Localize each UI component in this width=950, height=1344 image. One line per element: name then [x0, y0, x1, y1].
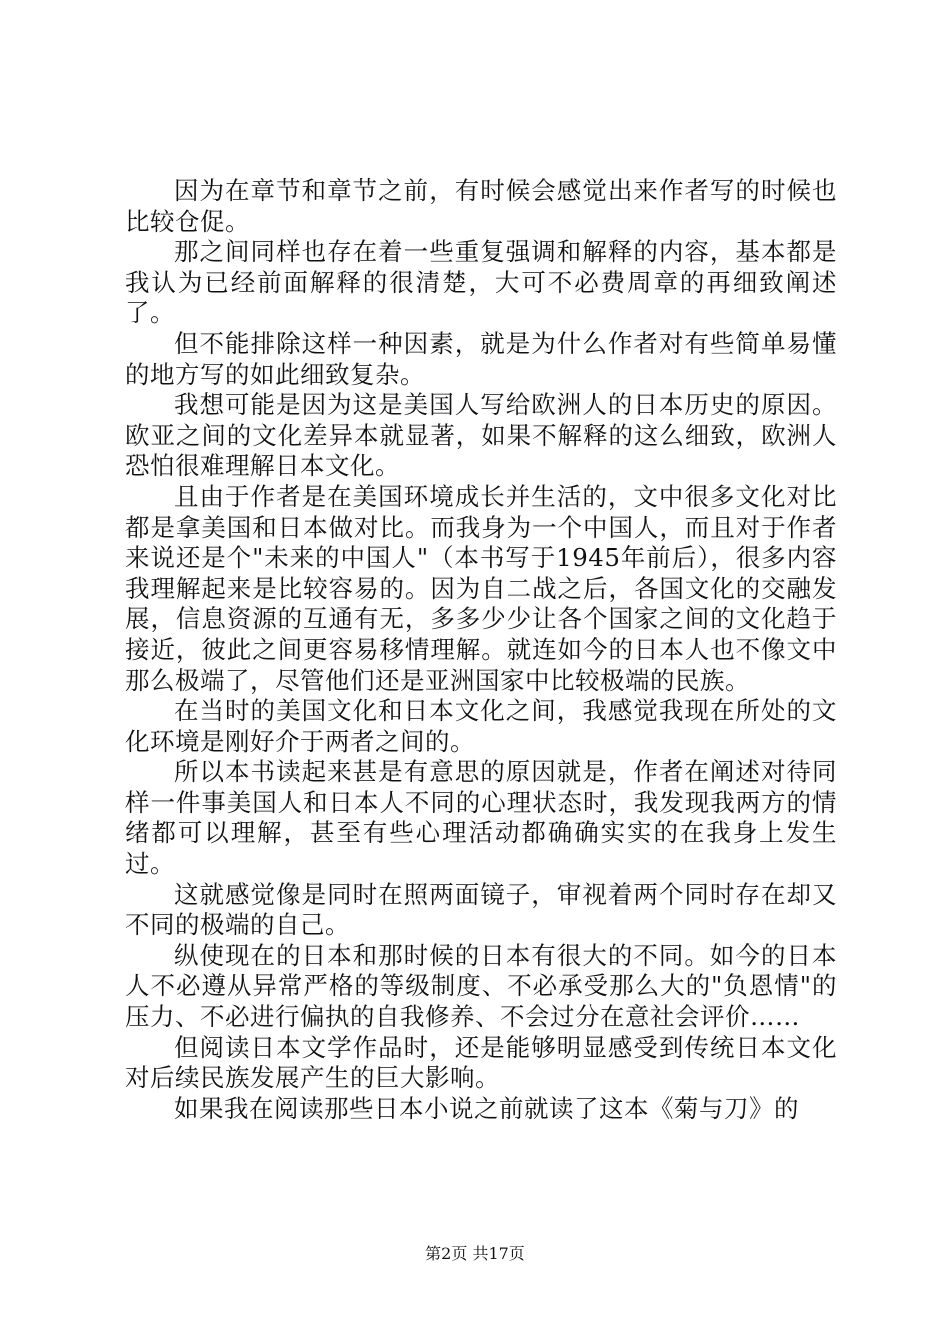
paragraph-1: 因为在章节和章节之前，有时候会感觉出来作者写的时候也比较仓促。	[125, 176, 837, 236]
paragraph-3: 但不能排除这样一种因素，就是为什么作者对有些简单易懂的地方写的如此细致复杂。	[125, 328, 837, 389]
paragraph-11: 如果我在阅读那些日本小说之前就读了这本《菊与刀》的	[174, 1093, 799, 1123]
paragraph-10: 但阅读日本文学作品时，还是能够明显感受到传统日本文化对后续民族发展产生的巨大影响。	[125, 1032, 837, 1093]
paragraph-4: 我想可能是因为这是美国人写给欧洲人的日本历史的原因。欧亚之间的文化差异本就显著，如果不解释的这么细致，欧洲人恐怕很难理解日本文化。	[125, 390, 837, 481]
paragraph-7: 所以本书读起来甚是有意思的原因就是，作者在阐述对待同样一件事美国人和日本人不同的心理状态时，我发现我两方的情绪都可以理解，甚至有些心理活动都确确实实的在我身上发生过。	[125, 757, 837, 879]
paragraph-6: 在当时的美国文化和日本文化之间，我感觉我现在所处的文化环境是刚好介于两者之间的。	[125, 696, 837, 756]
page-number-label: 第2页 共17页	[425, 1244, 525, 1263]
page-footer	[0, 1244, 950, 1264]
paragraph-9: 纵使现在的日本和那时候的日本有很大的不同。如今的日本人不必遵从异常严格的等级制度、不必承受那么大的"负恩情"的压力、不必进行偏执的自我修养、不会过分在意社会评价……	[125, 940, 837, 1032]
paragraph-8: 这就感觉像是同时在照两面镜子，审视着两个同时存在却又不同的极端的自己。	[125, 879, 837, 940]
paragraph-5: 且由于作者是在美国环境成长并生活的，文中很多文化对比都是拿美国和日本做对比。而我身为一个中国人，而且对于作者来说还是个"未来的中国人"（本书写于1945年前后），很多内容我理解起来是比较容易的。因为自二战之后，各国文化的交融发展，信息资源的互通有无，多多少少让各个国家之间的文化趋于接近，彼此之间更容易移情理解。就连如今的日本人也不像文中那么极端了，尽管他们还是亚洲国家中比较极端的民族。	[125, 481, 837, 695]
paragraph-2: 那之间同样也存在着一些重复强调和解释的内容，基本都是我认为已经前面解释的很清楚，大可不必费周章的再细致阐述了。	[125, 237, 837, 328]
body-text	[125, 176, 837, 1124]
